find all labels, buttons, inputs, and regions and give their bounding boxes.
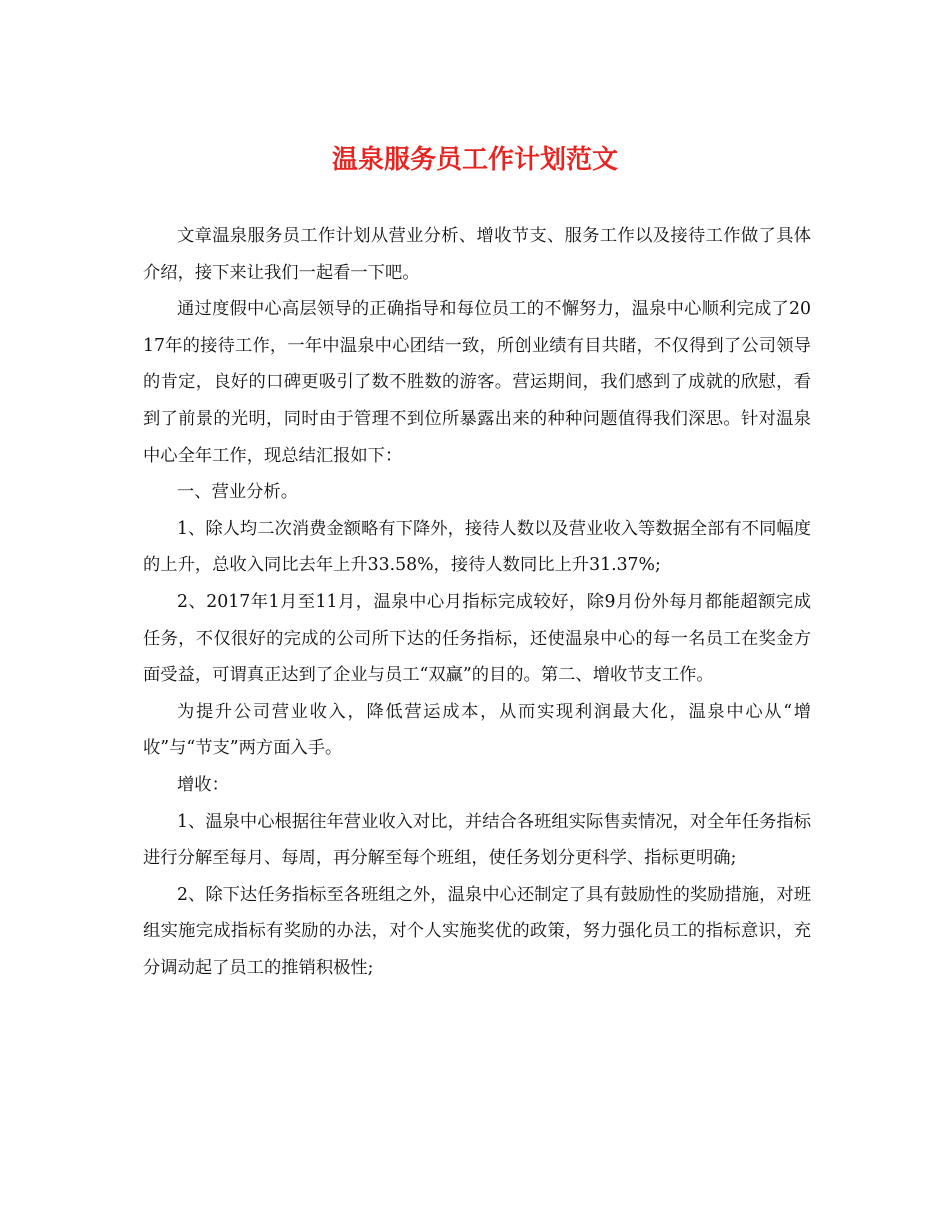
document-title: 温泉服务员工作计划范文	[331, 145, 618, 175]
section-heading-business-analysis: 一、营业分析。	[177, 482, 298, 503]
document-body	[143, 218, 811, 986]
paragraph-analysis-point-1: 1、除人均二次消费金额略有下降外，接待人数以及营业收入等数据全部有不同幅度的上升，总收入同比去年上升33.58%，接待人数同比上升31.37%;	[143, 518, 811, 576]
paragraph-revenue-strategy: 为提升公司营业收入，降低营运成本，从而实现利润最大化，温泉中心从“增收”与“节支”两方面入手。	[143, 701, 811, 759]
paragraph-analysis-point-2: 2、2017年1月至11月，温泉中心月指标完成较好，除9月份外每月都能超额完成任务，不仅很好的完成的公司所下达的任务指标，还使温泉中心的每一名员工在奖金方面受益，可谓真正达到了企业与员工“双赢”的目的。第二、增收节支工作。	[143, 591, 811, 686]
paragraph-revenue-point-1: 1、温泉中心根据往年营业收入对比，并结合各班组实际售卖情况，对全年任务指标进行分解至每月、每周，再分解至每个班组，使任务划分更科学、指标更明确;	[143, 811, 811, 869]
subheading-increase-revenue: 增收：	[177, 774, 229, 795]
paragraph-summary: 通过度假中心高层领导的正确指导和每位员工的不懈努力，温泉中心顺利完成了2017年的接待工作，一年中温泉中心团结一致，所创业绩有目共睹，不仅得到了公司领导的肯定，良好的口碑更吸引了数不胜数的游客。营运期间，我们感到了成就的欣慰，看到了前景的光明，同时由于管理不到位所暴露出来的种种问题值得我们深思。针对温泉中心全年工作，现总结汇报如下：	[143, 299, 811, 466]
paragraph-intro: 文章温泉服务员工作计划从营业分析、增收节支、服务工作以及接待工作做了具体介绍，接下来让我们一起看一下吧。	[143, 226, 811, 283]
paragraph-revenue-point-2: 2、除下达任务指标至各班组之外，温泉中心还制定了具有鼓励性的奖励措施，对班组实施完成指标有奖励的办法，对个人实施奖优的政策，努力强化员工的指标意识，充分调动起了员工的推销积极性;	[143, 884, 811, 978]
